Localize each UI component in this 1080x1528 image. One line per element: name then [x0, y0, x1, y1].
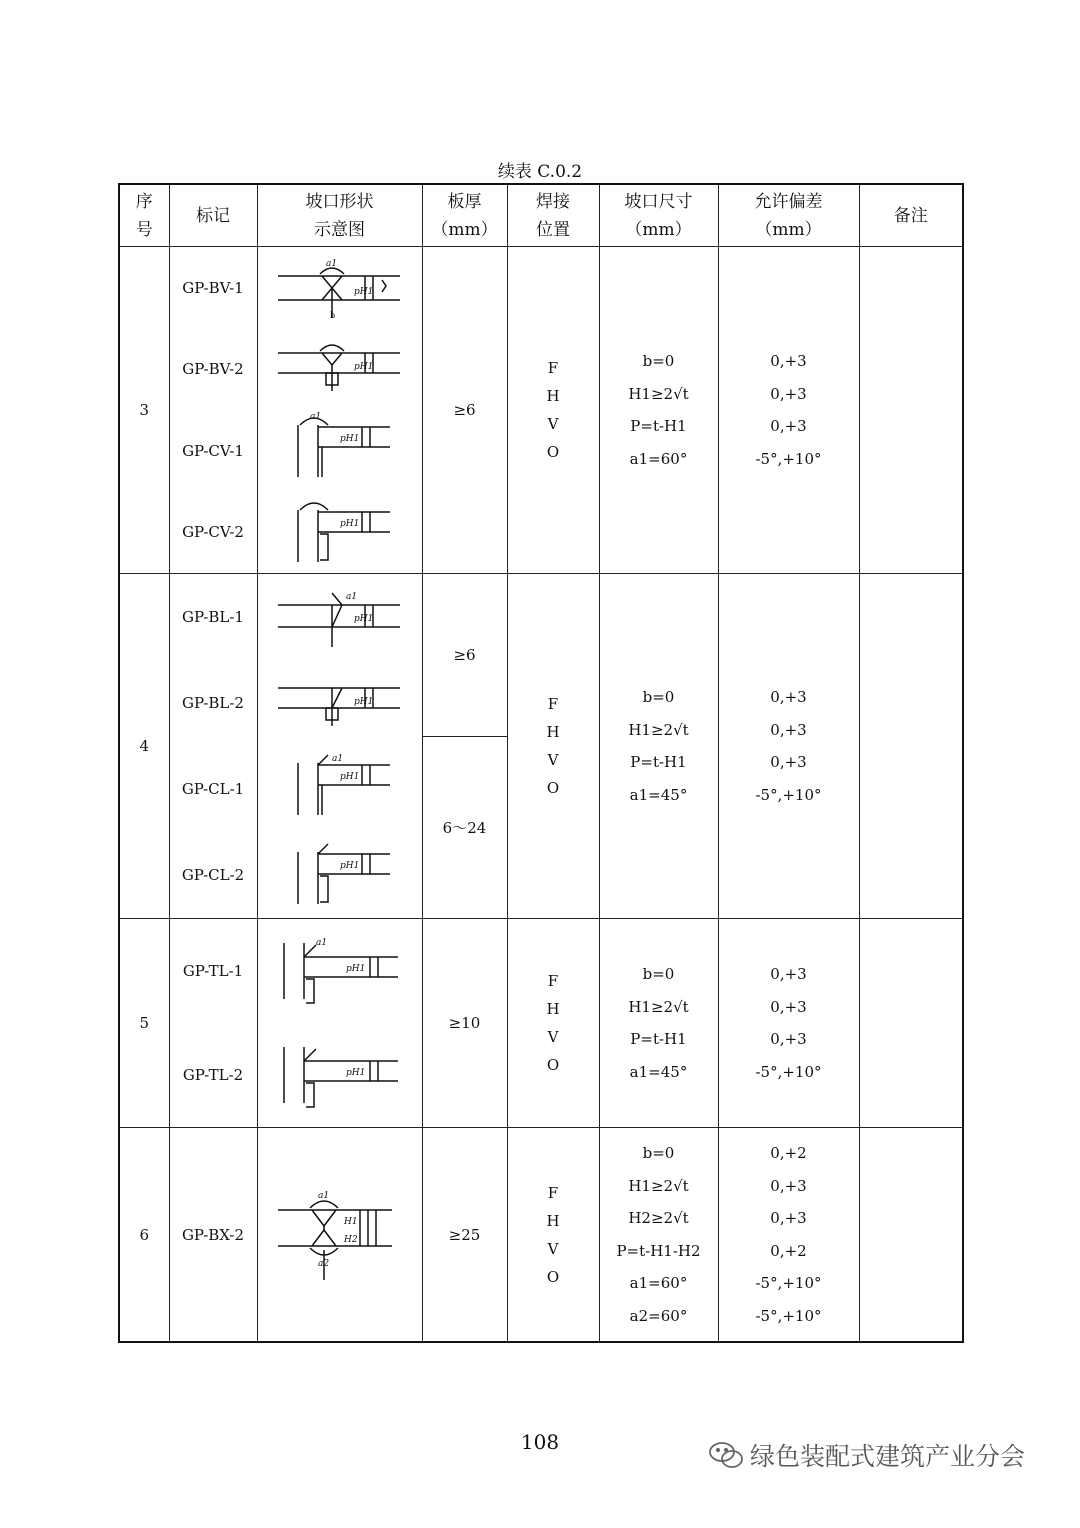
svg-text:pH1: pH1 [353, 362, 373, 373]
header-position: 焊接 位置 [507, 184, 599, 247]
row-seq: 6 [119, 1128, 169, 1343]
table-row [119, 1128, 963, 1343]
header-thickness: 板厚 （mm） [422, 184, 507, 247]
t-joint-bevel-groove-diagram [270, 935, 410, 1007]
row-diagrams [257, 1128, 422, 1343]
mark-label: GP-CV-1 [182, 441, 244, 460]
corner-bevel-groove-backing-diagram [280, 840, 400, 908]
svg-text:pH1: pH1 [339, 771, 359, 782]
row-tolerances: 0,+2 0,+3 0,+3 0,+2 -5°,+10° -5°,+10° [718, 1128, 859, 1343]
row-thickness: 6～24 [422, 737, 507, 919]
row-sizes: b=0 H1≥2√t H2≥2√t P=t-H1-H2 a1=60° a2=60° [599, 1128, 718, 1343]
row-seq: 5 [119, 919, 169, 1128]
svg-text:pH1: pH1 [339, 519, 359, 530]
table-header-row [119, 184, 963, 247]
mark-label: GP-BV-2 [182, 360, 244, 379]
row-tolerances: 0,+3 0,+3 0,+3 -5°,+10° [718, 919, 859, 1128]
butt-bevel-groove-diagram [270, 585, 410, 649]
mark-label: GP-BV-1 [182, 278, 244, 297]
svg-text:pH1: pH1 [345, 964, 365, 974]
header-note: 备注 [859, 184, 963, 247]
row-thickness: ≥10 [422, 919, 507, 1128]
row-marks [169, 919, 257, 1128]
butt-bevel-groove-backing-diagram [270, 670, 410, 730]
table-row [119, 574, 963, 737]
mark-label: GP-CV-2 [182, 523, 244, 542]
svg-text:a1: a1 [325, 258, 337, 269]
row-sizes: b=0 H1≥2√t P=t-H1 a1=60° [599, 247, 718, 574]
row-marks [169, 247, 257, 574]
row-tolerances: 0,+3 0,+3 0,+3 -5°,+10° [718, 574, 859, 919]
row-positions: F H V O [507, 1128, 599, 1343]
row-positions: F H V O [507, 574, 599, 919]
svg-text:pH1: pH1 [353, 613, 373, 624]
svg-text:a1: a1 [331, 753, 343, 764]
svg-text:a1: a1 [345, 591, 357, 602]
svg-text:pH1: pH1 [345, 1068, 365, 1078]
butt-v-groove-backing-diagram [270, 335, 410, 395]
row-sizes: b=0 H1≥2√t P=t-H1 a1=45° [599, 919, 718, 1128]
mark-label: GP-CL-2 [181, 866, 245, 884]
header-shape: 坡口形状 示意图 [257, 184, 422, 247]
row-tolerances: 0,+3 0,+3 0,+3 -5°,+10° [718, 247, 859, 574]
row-note [859, 1128, 963, 1343]
header-size: 坡口尺寸 （mm） [599, 184, 718, 247]
row-sizes: b=0 H1≥2√t P=t-H1 a1=45° [599, 574, 718, 919]
row-note [859, 574, 963, 919]
table-row [119, 919, 963, 1128]
row-thickness: ≥6 [422, 574, 507, 737]
page-number: 108 [520, 1430, 560, 1454]
row-diagrams [257, 574, 422, 919]
corner-bevel-groove-diagram [280, 751, 400, 819]
header-seq: 序 号 [119, 184, 169, 247]
svg-text:H2: H2 [343, 1234, 358, 1245]
mark-label: GP-BX-2 [181, 1225, 245, 1244]
row-positions: F H V O [507, 247, 599, 574]
butt-v-groove-diagram [270, 254, 410, 322]
wechat-icon [708, 1440, 744, 1470]
table-caption: 续表 C.0.2 [497, 162, 583, 182]
svg-text:a1: a1 [317, 1190, 329, 1201]
table-row [119, 247, 963, 574]
mark-label: GP-TL-2 [182, 1066, 244, 1084]
t-joint-bevel-groove-backing-diagram [270, 1039, 410, 1111]
row-seq: 4 [119, 574, 169, 919]
row-marks [169, 574, 257, 919]
svg-text:a1: a1 [315, 938, 327, 948]
svg-text:pH1: pH1 [353, 286, 373, 297]
mark-label: GP-TL-1 [182, 962, 244, 980]
corner-v-groove-diagram [280, 409, 400, 481]
watermark [708, 1437, 1025, 1473]
svg-text:pH1: pH1 [353, 696, 373, 707]
svg-text:a1: a1 [309, 411, 321, 422]
watermark-text: 绿色装配式建筑产业分会 [750, 1442, 1026, 1471]
header-mark: 标记 [169, 184, 257, 247]
row-diagrams [257, 919, 422, 1128]
row-marks [169, 1128, 257, 1343]
row-thickness: ≥25 [422, 1128, 507, 1343]
mark-label: GP-BL-1 [182, 608, 244, 626]
mark-label: GP-BL-2 [182, 694, 244, 712]
row-diagrams [257, 247, 422, 574]
svg-text:pH1: pH1 [339, 433, 359, 444]
row-thickness: ≥6 [422, 247, 507, 574]
row-note [859, 247, 963, 574]
row-note [859, 919, 963, 1128]
groove-spec-table [118, 183, 964, 1343]
svg-text:H1: H1 [343, 1216, 358, 1227]
mark-label: GP-CL-1 [181, 780, 245, 798]
corner-v-groove-backing-diagram [280, 494, 400, 566]
svg-text:pH1: pH1 [339, 860, 359, 871]
svg-text:b: b [329, 310, 335, 320]
header-tolerance: 允许偏差 （mm） [718, 184, 859, 247]
svg-text:a2: a2 [317, 1258, 329, 1269]
butt-x-groove-diagram [270, 1180, 410, 1290]
row-seq: 3 [119, 247, 169, 574]
row-positions: F H V O [507, 919, 599, 1128]
